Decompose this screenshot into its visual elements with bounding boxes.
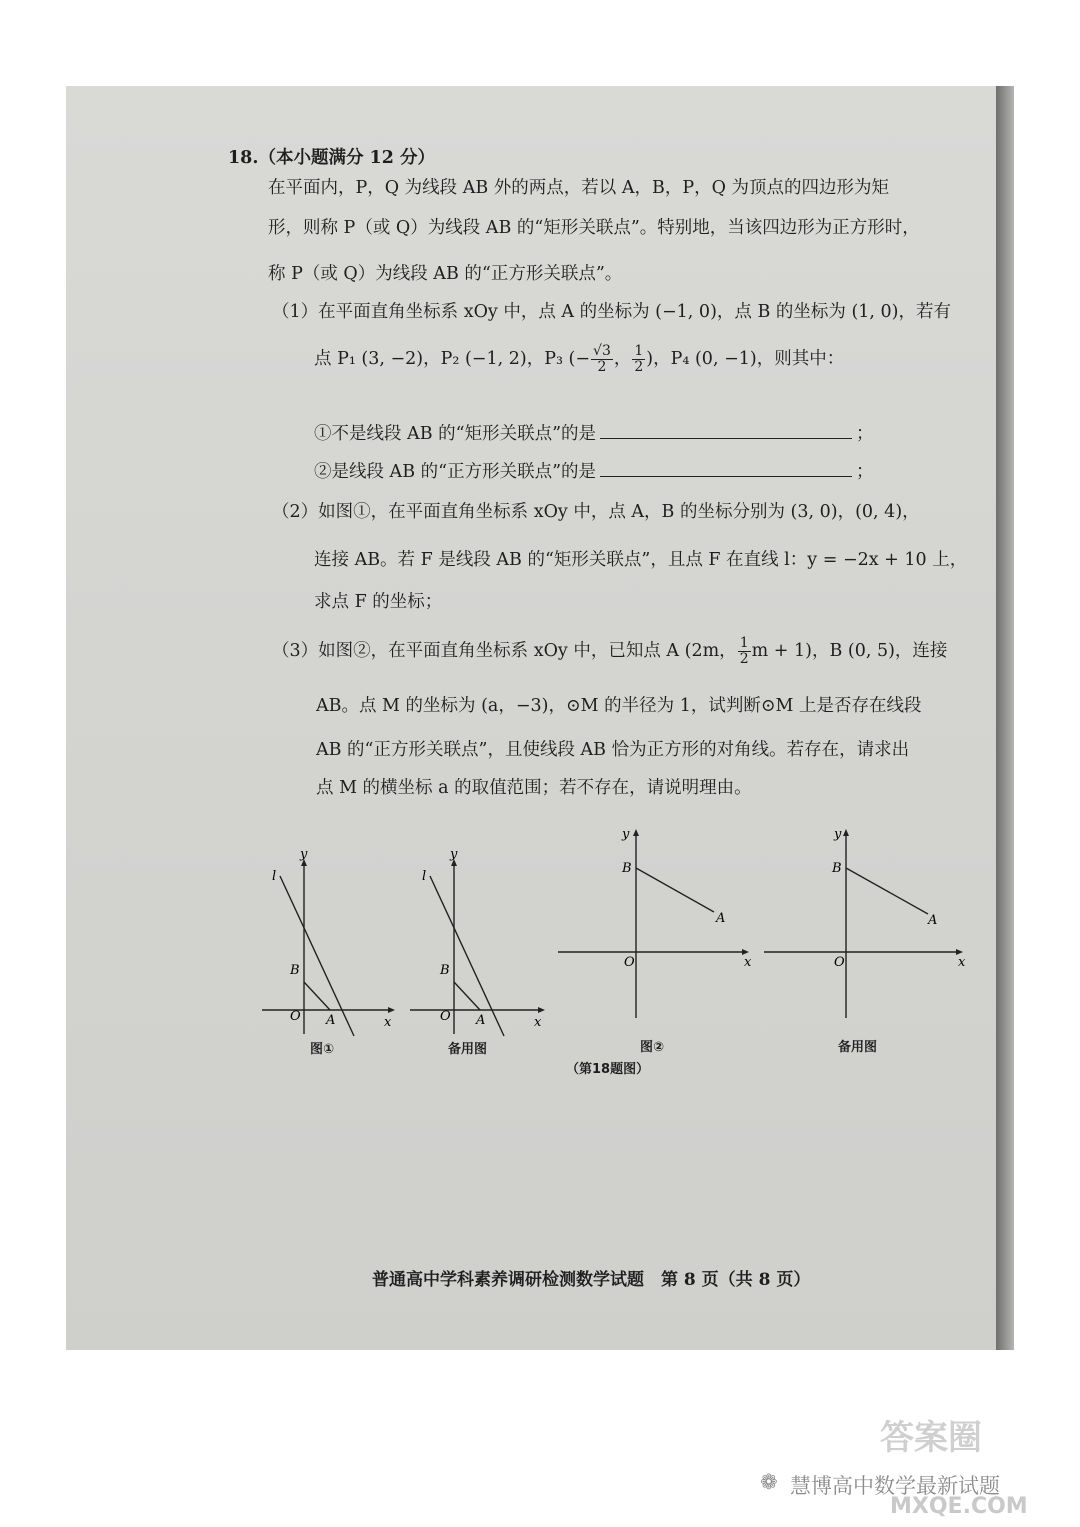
label-l: l [422,869,427,884]
watermark-logo: 答案圈 [880,1418,982,1458]
segment-ab [454,982,480,1010]
figure-3-caption: 图② [640,1040,665,1055]
segment-ab [636,868,714,912]
label-b: B [622,861,632,876]
figure-1-caption: 图① [310,1042,335,1057]
page-edge-shadow [996,86,1014,1350]
label-o: O [834,955,845,970]
label-b: B [290,963,300,978]
x-axis-arrow [538,1007,545,1013]
figure-4 [762,822,974,1022]
label-x: x [534,1015,542,1030]
fraction-sqrt3-over-2: $\frac{√3}{2}$ [593,343,611,375]
y-axis-arrow [843,829,849,836]
part3-line-1: （3）如图②，在平面直角坐标系 xOy 中，已知点 A (2m， $\frac{1}{2}$ m + 1)，B (0, 5)，连接 [272,635,948,667]
label-y: y [834,827,842,842]
label-o: O [624,955,635,970]
figure-3 [554,822,764,1022]
label-y: y [300,847,308,862]
label-a: A [476,1013,486,1028]
part1-question-2: ②是线段 AB 的“正方形关联点”的是 ； [314,458,874,484]
intro-line-2: 形，则称 P（或 Q）为线段 AB 的“矩形关联点”。特别地，当该四边形为正方形时， [268,218,920,238]
label-x: x [744,955,752,970]
answer-blank-1[interactable] [600,420,852,439]
intro-line-1: 在平面内，P，Q 为线段 AB 外的两点，若以 A，B，P，Q 为顶点的四边形为矩 [268,178,890,198]
part1-points-b: )，P₄ (0, −1)，则其中： [646,349,845,369]
part1-points-line: 点 P₁ (3, −2)，P₂ (−1, 2)，P₃ (− $\frac{√3}{2}$ ， $\frac{1}{2}$ )，P₄ (0, −1)，则其中： [314,343,845,375]
figure-1 [258,847,398,1042]
segment-ab [304,982,330,1010]
fraction-1-over-2: $\frac{1}{2}$ [634,343,644,375]
label-l: l [272,869,277,884]
y-axis-arrow [633,829,639,836]
answer-blank-2[interactable] [600,458,852,477]
figure-2 [404,847,548,1042]
watermark-channel: 慧博高中数学最新试题 [790,1474,1000,1498]
watermark-wechat-icon: ❁ [760,1470,778,1494]
part1-line-1: （1）在平面直角坐标系 xOy 中，点 A 的坐标为 (−1, 0)，点 B 的坐标为 (1, 0)，若有 [272,302,951,322]
part3-line-4: 点 M 的横坐标 a 的取值范围；若不存在，请说明理由。 [316,778,752,798]
watermark-site: MXQE.COM [890,1494,1028,1519]
label-b: B [832,861,842,876]
figure-2-caption: 备用图 [448,1042,488,1057]
label-y: y [450,847,458,862]
label-o: O [440,1009,451,1024]
figure-group-caption: （第18题图） [566,1062,650,1077]
intro-line-3: 称 P（或 Q）为线段 AB 的“正方形关联点”。 [268,264,623,284]
segment-ab [846,868,928,914]
label-a: A [716,911,726,926]
label-a: A [928,913,938,928]
page-footer: 普通高中学科素养调研检测数学试题 第 8 页（共 8 页） [372,1270,811,1290]
figure-4-caption: 备用图 [838,1040,878,1055]
fraction-1-over-2-m: $\frac{1}{2}$ [739,635,749,667]
label-x: x [384,1015,392,1030]
label-a: A [326,1013,336,1028]
part1-question-1: ①不是线段 AB 的“矩形关联点”的是 ； [314,420,874,446]
problem-header: 18.（本小题满分 12 分） [228,148,435,168]
label-x: x [958,955,966,970]
label-o: O [290,1009,301,1024]
part2-line-1: （2）如图①，在平面直角坐标系 xOy 中，点 A，B 的坐标分别为 (3, 0)，(0, 4)， [272,502,920,522]
part2-line-3: 求点 F 的坐标； [314,592,443,612]
part2-line-2: 连接 AB。若 F 是线段 AB 的“矩形关联点”，且点 F 在直线 l：y = −2x + 10 上， [314,550,968,570]
label-y: y [622,827,630,842]
x-axis-arrow [388,1007,395,1013]
part1-points-a: 点 P₁ (3, −2)，P₂ (−1, 2)，P₃ (− [314,349,591,369]
part3-line-2: AB。点 M 的坐标为 (a，−3)，⊙M 的半径为 1，试判断⊙M 上是否存在线段 [316,696,922,716]
label-b: B [440,963,450,978]
part3-line-3: AB 的“正方形关联点”，且使线段 AB 恰为正方形的对角线。若存在，请求出 [316,740,910,760]
